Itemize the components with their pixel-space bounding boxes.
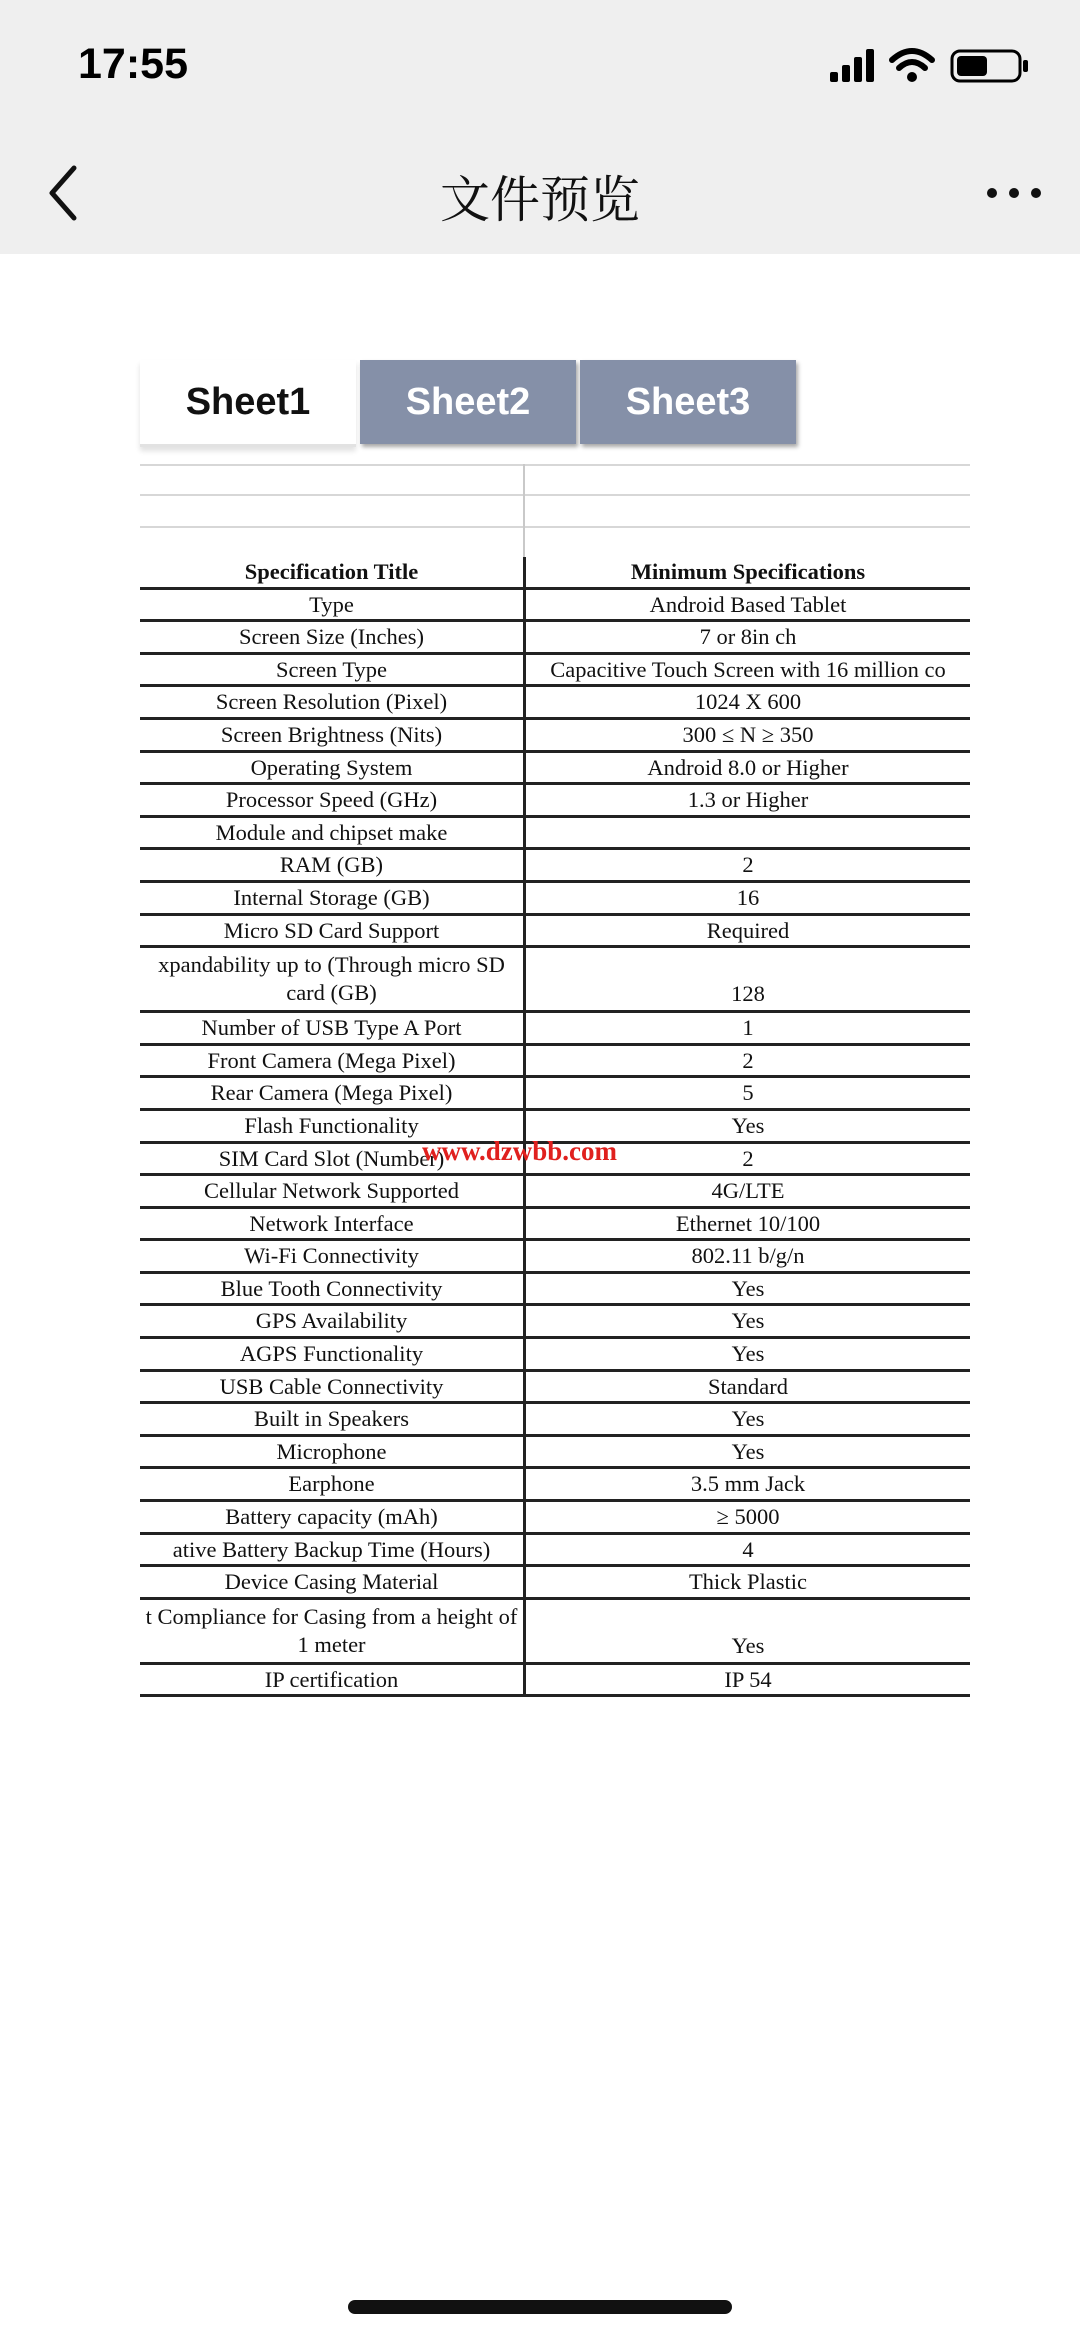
grid-divider [523, 464, 525, 560]
spec-title-cell[interactable]: Micro SD Card Support [140, 914, 525, 947]
status-bar [0, 0, 1080, 130]
header-cell-title[interactable]: Specification Title [140, 557, 525, 588]
spec-title-cell[interactable]: t Compliance for Casing from a height of 1 meter [140, 1598, 525, 1663]
home-indicator[interactable] [348, 2300, 732, 2314]
table-row [140, 1207, 970, 1240]
spec-value-cell[interactable]: Yes [525, 1338, 971, 1371]
table-row [140, 1501, 970, 1534]
spec-title-cell[interactable]: Screen Size (Inches) [140, 621, 525, 654]
spec-title-cell[interactable]: xpandability up to (Through micro SD card (GB) [140, 947, 525, 1012]
table-row [140, 1435, 970, 1468]
header-cell-spec[interactable]: Minimum Specifications [525, 557, 971, 588]
cellular-signal-icon [830, 49, 874, 82]
spec-title-cell[interactable]: AGPS Functionality [140, 1338, 525, 1371]
spec-value-cell[interactable]: 7 or 8in ch [525, 621, 971, 654]
spec-value-cell[interactable]: Thick Plastic [525, 1566, 971, 1599]
table-row [140, 751, 970, 784]
spec-value-cell[interactable]: 128 [525, 947, 971, 1012]
spec-title-cell[interactable]: Cellular Network Supported [140, 1175, 525, 1208]
nav-bar [0, 130, 1080, 254]
wifi-icon [892, 51, 932, 82]
spec-value-cell[interactable]: 1.3 or Higher [525, 784, 971, 817]
spec-title-cell[interactable]: Screen Type [140, 653, 525, 686]
spec-value-cell[interactable]: Yes [525, 1109, 971, 1142]
spec-value-cell[interactable]: Android Based Tablet [525, 588, 971, 621]
spec-value-cell[interactable]: 3.5 mm Jack [525, 1468, 971, 1501]
status-icons [830, 46, 1040, 86]
battery-icon [952, 51, 1028, 81]
spec-title-cell[interactable]: USB Cable Connectivity [140, 1370, 525, 1403]
spec-title-cell[interactable]: Network Interface [140, 1207, 525, 1240]
table-row [140, 1403, 970, 1436]
spec-value-cell[interactable]: 2 [525, 1044, 971, 1077]
spec-title-cell[interactable]: Wi-Fi Connectivity [140, 1240, 525, 1273]
table-row [140, 686, 970, 719]
table-header-row [140, 557, 970, 588]
table-row [140, 1044, 970, 1077]
table-row [140, 718, 970, 751]
spec-title-cell[interactable]: Blue Tooth Connectivity [140, 1272, 525, 1305]
spec-value-cell[interactable]: Yes [525, 1305, 971, 1338]
table-row [140, 1370, 970, 1403]
spec-value-cell[interactable]: 5 [525, 1077, 971, 1110]
spec-title-cell[interactable]: Operating System [140, 751, 525, 784]
tab-sheet2[interactable]: Sheet2 [360, 360, 576, 444]
table-row [140, 1533, 970, 1566]
spec-value-cell[interactable]: 2 [525, 1142, 971, 1175]
spec-title-cell[interactable]: ative Battery Backup Time (Hours) [140, 1533, 525, 1566]
spec-value-cell[interactable]: 1024 X 600 [525, 686, 971, 719]
spec-value-cell[interactable]: 16 [525, 881, 971, 914]
table-row [140, 1598, 970, 1663]
table-row [140, 1338, 970, 1371]
spec-value-cell[interactable]: 4G/LTE [525, 1175, 971, 1208]
spec-title-cell[interactable]: Processor Speed (GHz) [140, 784, 525, 817]
table-row [140, 1240, 970, 1273]
spec-value-cell[interactable]: Yes [525, 1403, 971, 1436]
tab-sheet3[interactable]: Sheet3 [580, 360, 796, 444]
spec-title-cell[interactable]: Battery capacity (mAh) [140, 1501, 525, 1534]
spec-value-cell[interactable]: Required [525, 914, 971, 947]
grid-line [140, 464, 970, 466]
spec-title-cell[interactable]: Module and chipset make [140, 816, 525, 849]
table-row [140, 1305, 970, 1338]
spec-value-cell[interactable]: Yes [525, 1598, 971, 1663]
grid-line [140, 494, 970, 496]
spec-title-cell[interactable]: SIM Card Slot (Number) [140, 1142, 525, 1175]
spec-title-cell[interactable]: Microphone [140, 1435, 525, 1468]
spec-title-cell[interactable]: Screen Brightness (Nits) [140, 718, 525, 751]
spec-title-cell[interactable]: Type [140, 588, 525, 621]
table-row [140, 588, 970, 621]
table-row [140, 784, 970, 817]
spec-value-cell[interactable]: ≥ 5000 [525, 1501, 971, 1534]
table-row [140, 1077, 970, 1110]
spec-title-cell[interactable]: Earphone [140, 1468, 525, 1501]
spec-title-cell[interactable]: Number of USB Type A Port [140, 1012, 525, 1045]
spec-value-cell[interactable]: 802.11 b/g/n [525, 1240, 971, 1273]
spec-value-cell[interactable]: 2 [525, 849, 971, 882]
table-row [140, 621, 970, 654]
watermark: www.dzwbb.com [422, 1136, 618, 1166]
spec-title-cell[interactable]: Screen Resolution (Pixel) [140, 686, 525, 719]
spec-title-cell[interactable]: Flash Functionality [140, 1109, 525, 1142]
spec-value-cell[interactable] [525, 816, 971, 849]
spec-title-cell[interactable]: Built in Speakers [140, 1403, 525, 1436]
table-row [140, 816, 970, 849]
table-row [140, 947, 970, 1012]
spec-value-cell[interactable]: Android 8.0 or Higher [525, 751, 971, 784]
spec-value-cell[interactable]: 300 ≤ N ≥ 350 [525, 718, 971, 751]
spec-title-cell[interactable]: Device Casing Material [140, 1566, 525, 1599]
table-row [140, 1175, 970, 1208]
table-row [140, 1663, 970, 1696]
spec-title-cell[interactable]: Rear Camera (Mega Pixel) [140, 1077, 525, 1110]
table-row [140, 1012, 970, 1045]
grid-line [140, 526, 970, 528]
table-row [140, 1272, 970, 1305]
status-time: 17:55 [78, 40, 188, 88]
page-title: 文件预览 [440, 171, 640, 229]
sheet-tabs [140, 360, 800, 446]
table-row [140, 881, 970, 914]
spec-value-cell[interactable]: IP 54 [525, 1663, 971, 1696]
spec-value-cell[interactable]: 1 [525, 1012, 971, 1045]
table-row [140, 914, 970, 947]
spec-value-cell[interactable]: Standard [525, 1370, 971, 1403]
empty-rows [140, 464, 970, 560]
spec-title-cell[interactable]: Internal Storage (GB) [140, 881, 525, 914]
spec-value-cell[interactable]: Yes [525, 1272, 971, 1305]
table-row [140, 653, 970, 686]
spec-value-cell[interactable]: 4 [525, 1533, 971, 1566]
tab-sheet1[interactable]: Sheet1 [140, 360, 356, 447]
table-row [140, 1566, 970, 1599]
spec-value-cell[interactable]: Yes [525, 1435, 971, 1468]
spec-title-cell[interactable]: Front Camera (Mega Pixel) [140, 1044, 525, 1077]
spec-title-cell[interactable]: GPS Availability [140, 1305, 525, 1338]
spec-value-cell[interactable]: Ethernet 10/100 [525, 1207, 971, 1240]
spec-title-cell[interactable]: IP certification [140, 1663, 525, 1696]
more-options-icon[interactable] [984, 168, 1044, 218]
spec-table [140, 557, 970, 1697]
table-row [140, 849, 970, 882]
spec-title-cell[interactable]: RAM (GB) [140, 849, 525, 882]
spec-value-cell[interactable]: Capacitive Touch Screen with 16 million co [525, 653, 971, 686]
table-row [140, 1468, 970, 1501]
